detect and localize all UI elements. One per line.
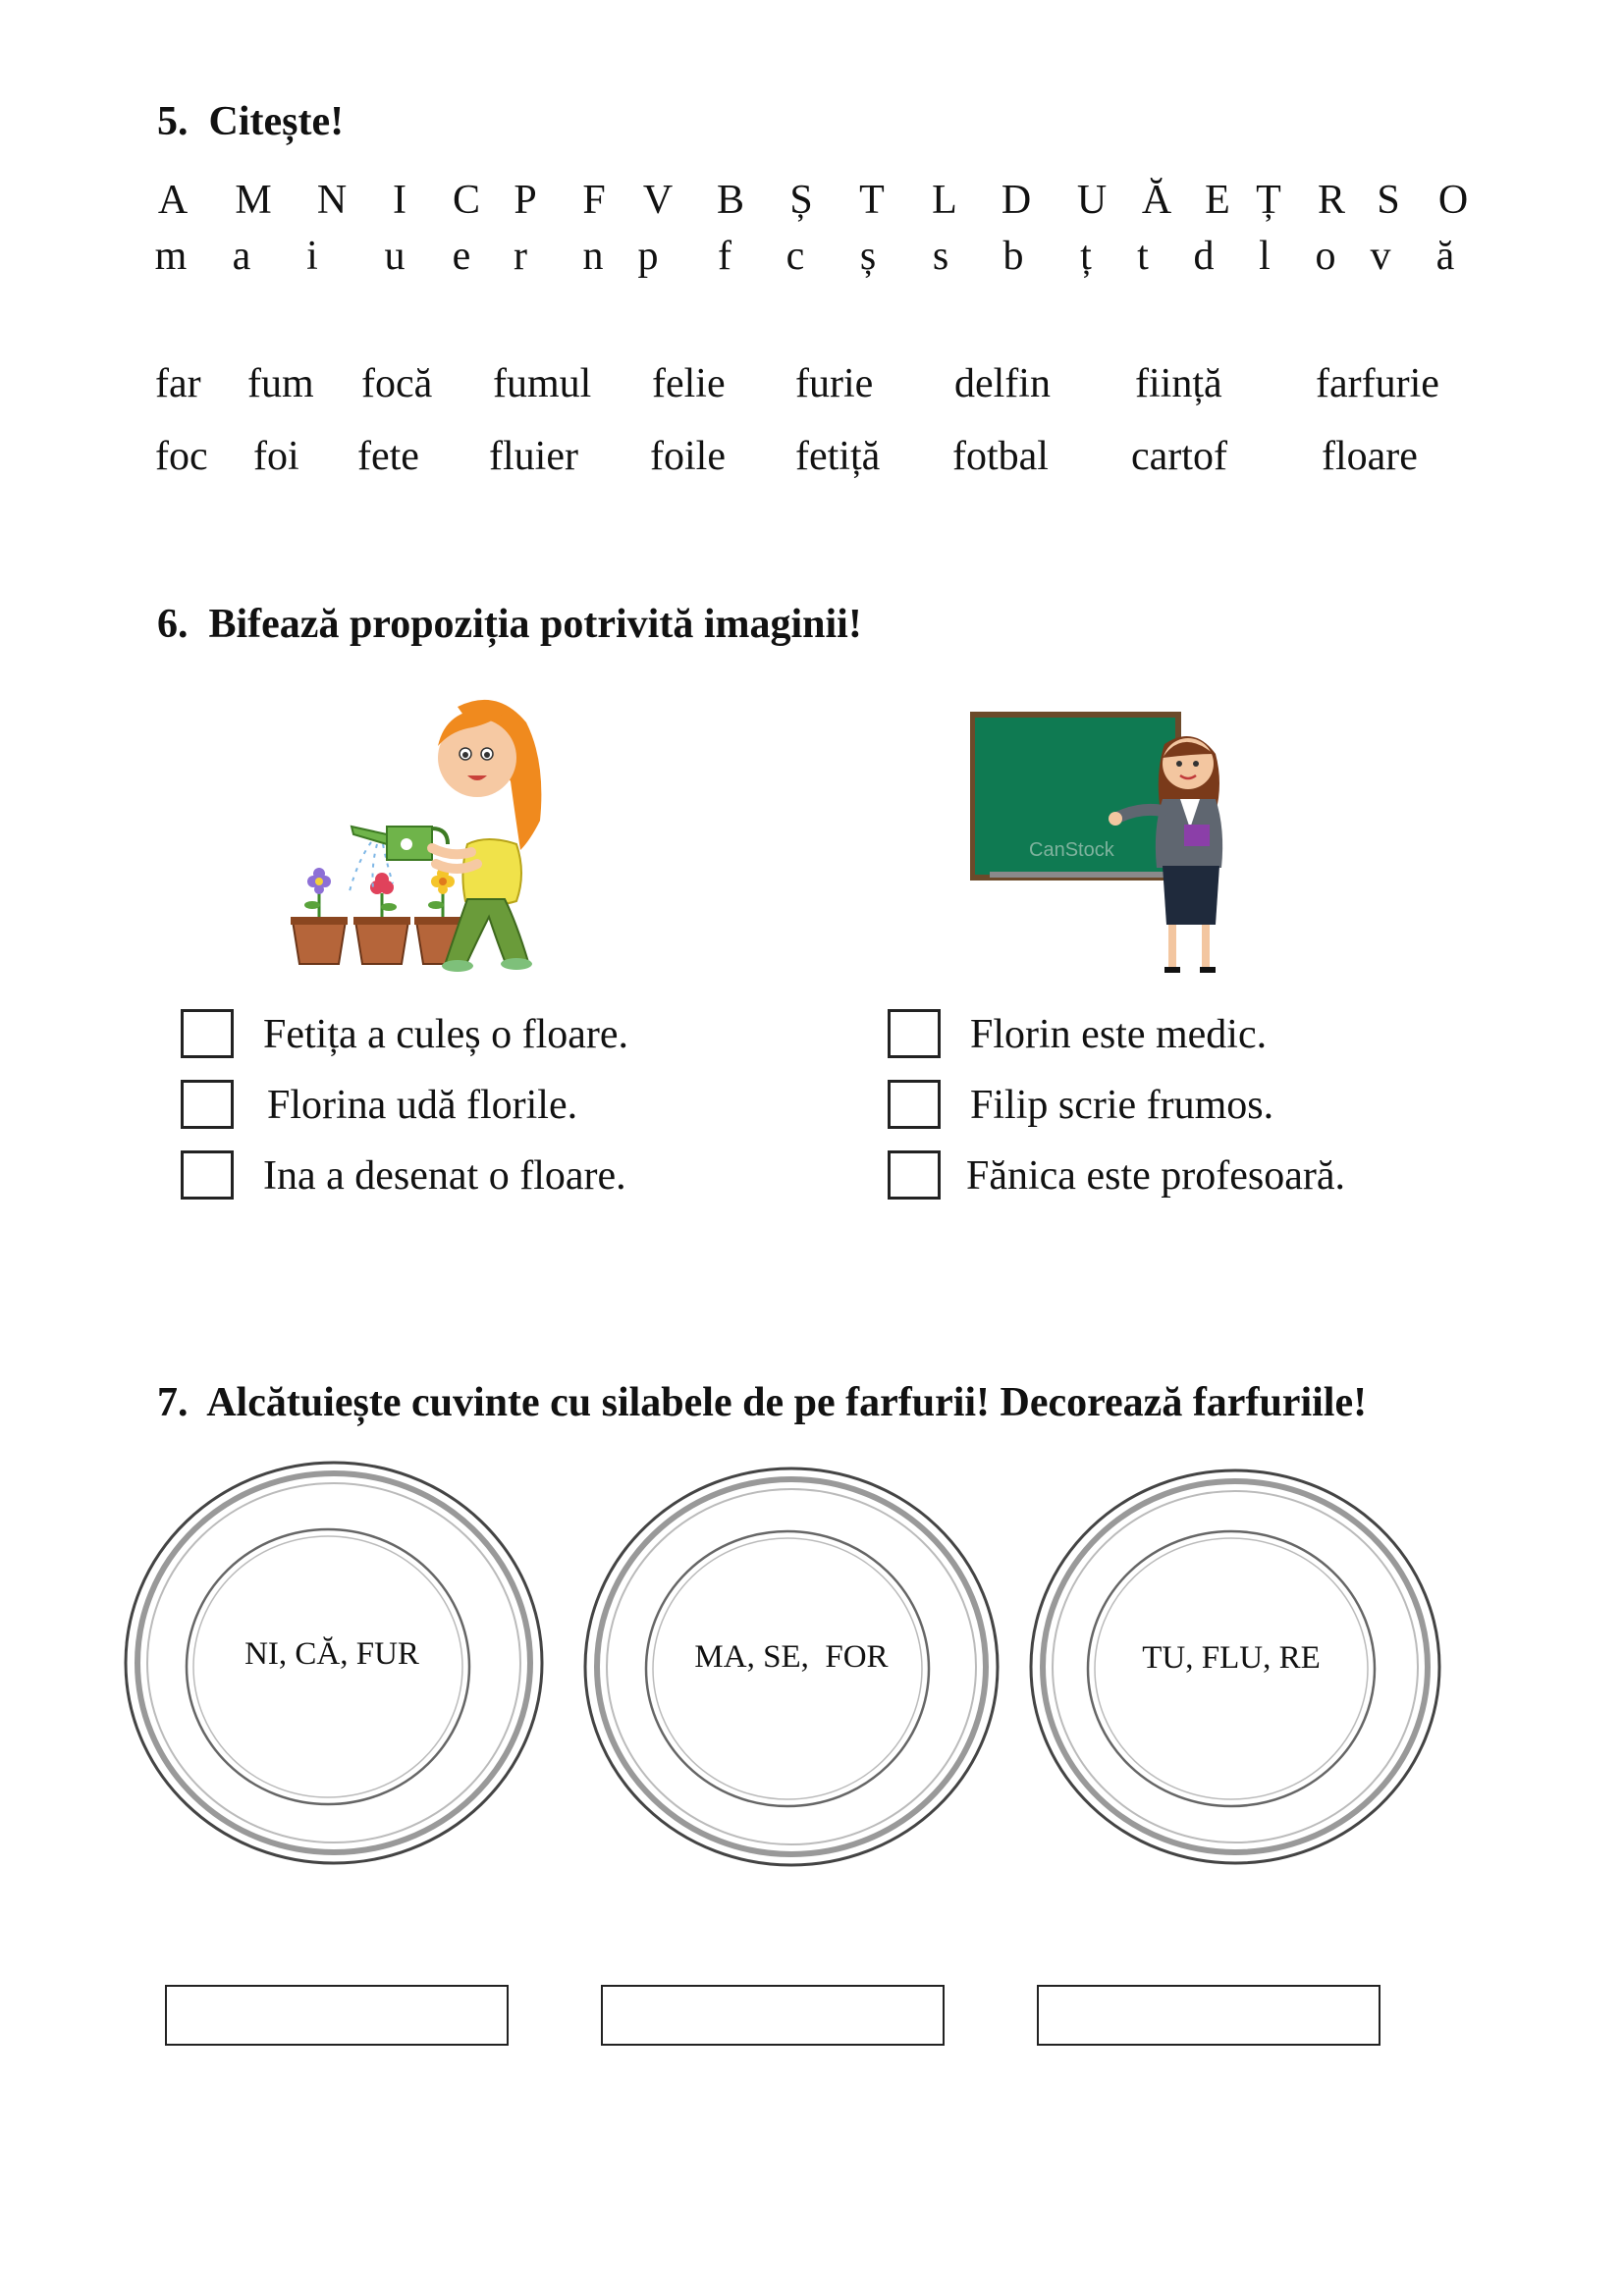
reading-word: foile — [650, 434, 726, 479]
lowercase-letter: c — [785, 234, 805, 279]
sentence-text: Fetița a culeș o floare. — [263, 1012, 629, 1057]
sentence-option[interactable] — [888, 1009, 1437, 1064]
uppercase-letter: I — [393, 178, 406, 223]
lowercase-letter: r — [514, 234, 527, 279]
reading-word: fumul — [493, 361, 592, 406]
reading-word: fetiță — [795, 434, 881, 479]
uppercase-letter: C — [452, 178, 480, 223]
lowercase-letter: p — [637, 234, 659, 279]
reading-word: farfurie — [1316, 361, 1439, 406]
lowercase-letter: i — [306, 234, 318, 279]
uppercase-letter: T — [859, 178, 885, 223]
plate-syllables: NI, CĂ, FUR — [244, 1635, 419, 1672]
exercise-7-heading — [157, 1379, 1367, 1426]
sentence-option[interactable] — [181, 1150, 731, 1205]
sentence-text: Ina a desenat o floare. — [263, 1153, 626, 1199]
reading-word: fete — [357, 434, 419, 479]
lowercase-letter: e — [452, 234, 471, 279]
exercise-number: 5. — [157, 99, 189, 144]
exercise-number: 6. — [157, 602, 189, 647]
reading-word: furie — [795, 361, 874, 406]
reading-word: cartof — [1131, 434, 1227, 479]
lowercase-letter: d — [1193, 234, 1215, 279]
lowercase-letter: n — [582, 234, 604, 279]
reading-word: foi — [253, 434, 299, 479]
lowercase-letter: ș — [859, 234, 877, 279]
checkbox[interactable] — [181, 1009, 234, 1058]
uppercase-letter: R — [1317, 178, 1345, 223]
reading-word: delfin — [954, 361, 1051, 406]
reading-word: fum — [247, 361, 314, 406]
sentence-text: Fănica este profesoară. — [966, 1153, 1345, 1199]
lowercase-letter: t — [1137, 234, 1149, 279]
uppercase-letter: Ă — [1141, 178, 1172, 223]
uppercase-letter: A — [157, 178, 189, 223]
uppercase-letter: Ț — [1256, 178, 1281, 223]
exercise-5-heading — [157, 98, 344, 145]
lowercase-letter: f — [718, 234, 731, 279]
sentence-option[interactable] — [181, 1009, 731, 1064]
lowercase-letter: l — [1259, 234, 1271, 279]
uppercase-letter: M — [235, 178, 272, 223]
uppercase-letter: D — [1001, 178, 1032, 223]
sentence-option[interactable] — [888, 1080, 1437, 1135]
uppercase-letter: S — [1377, 178, 1400, 223]
syllable-plate[interactable] — [120, 1435, 552, 1867]
uppercase-letter: V — [642, 178, 674, 223]
reading-word: far — [155, 361, 201, 406]
uppercase-letter: F — [582, 178, 606, 223]
canstock-watermark: CanStock — [1029, 839, 1114, 861]
checkbox[interactable] — [888, 1150, 941, 1200]
plate-syllables: TU, FLU, RE — [1142, 1639, 1321, 1676]
teacher-chalkboard-illustration — [970, 709, 1235, 984]
reading-word: ființă — [1135, 361, 1222, 406]
uppercase-letter: L — [932, 178, 957, 223]
uppercase-letter: P — [514, 178, 537, 223]
exercise-number: 7. — [157, 1380, 189, 1425]
lowercase-letter: s — [932, 234, 949, 279]
sentence-text: Filip scrie frumos. — [970, 1083, 1274, 1128]
sentence-text: Florin este medic. — [970, 1012, 1268, 1057]
uppercase-letter: O — [1437, 178, 1469, 223]
exercise-title: Citește! — [208, 99, 345, 144]
lowercase-letter: a — [232, 234, 251, 279]
checkbox[interactable] — [181, 1080, 234, 1129]
reading-word: fluier — [489, 434, 578, 479]
answer-box[interactable] — [165, 1985, 509, 2046]
exercise-title: Alcătuiește cuvinte cu silabele de pe farfurii! Decorează farfuriile! — [206, 1380, 1368, 1425]
uppercase-letter: E — [1205, 178, 1230, 223]
lowercase-letter: ă — [1435, 234, 1455, 279]
reading-word: focă — [361, 361, 433, 406]
lowercase-letter: v — [1370, 234, 1391, 279]
lowercase-letter: ț — [1080, 234, 1092, 279]
exercise-title: Bifează propoziția potrivită imaginii! — [208, 602, 862, 647]
answer-box[interactable] — [601, 1985, 945, 2046]
answer-box[interactable] — [1037, 1985, 1380, 2046]
uppercase-letter: B — [716, 178, 744, 223]
checkbox[interactable] — [888, 1009, 941, 1058]
plate-syllables: MA, SE, FOR — [694, 1638, 889, 1675]
lowercase-letter: m — [154, 234, 188, 279]
syllable-plate[interactable] — [577, 1439, 1009, 1871]
uppercase-letter: Ș — [789, 178, 813, 223]
uppercase-letter: N — [316, 178, 348, 223]
lowercase-letter: o — [1315, 234, 1336, 279]
sentence-option[interactable] — [888, 1150, 1437, 1205]
lowercase-letter: b — [1002, 234, 1024, 279]
checkbox[interactable] — [181, 1150, 234, 1200]
reading-word: foc — [155, 434, 208, 479]
checkbox[interactable] — [888, 1080, 941, 1129]
lowercase-letter: u — [384, 234, 406, 279]
sentence-option[interactable] — [181, 1080, 731, 1135]
sentence-text: Florina udă florile. — [267, 1083, 578, 1128]
uppercase-letter: U — [1076, 178, 1108, 223]
syllable-plate[interactable] — [1021, 1445, 1453, 1877]
girl-watering-flowers-illustration — [285, 697, 589, 972]
reading-word: fotbal — [952, 434, 1049, 479]
exercise-6-heading — [157, 601, 862, 648]
reading-word: floare — [1322, 434, 1418, 479]
reading-word: felie — [652, 361, 726, 406]
